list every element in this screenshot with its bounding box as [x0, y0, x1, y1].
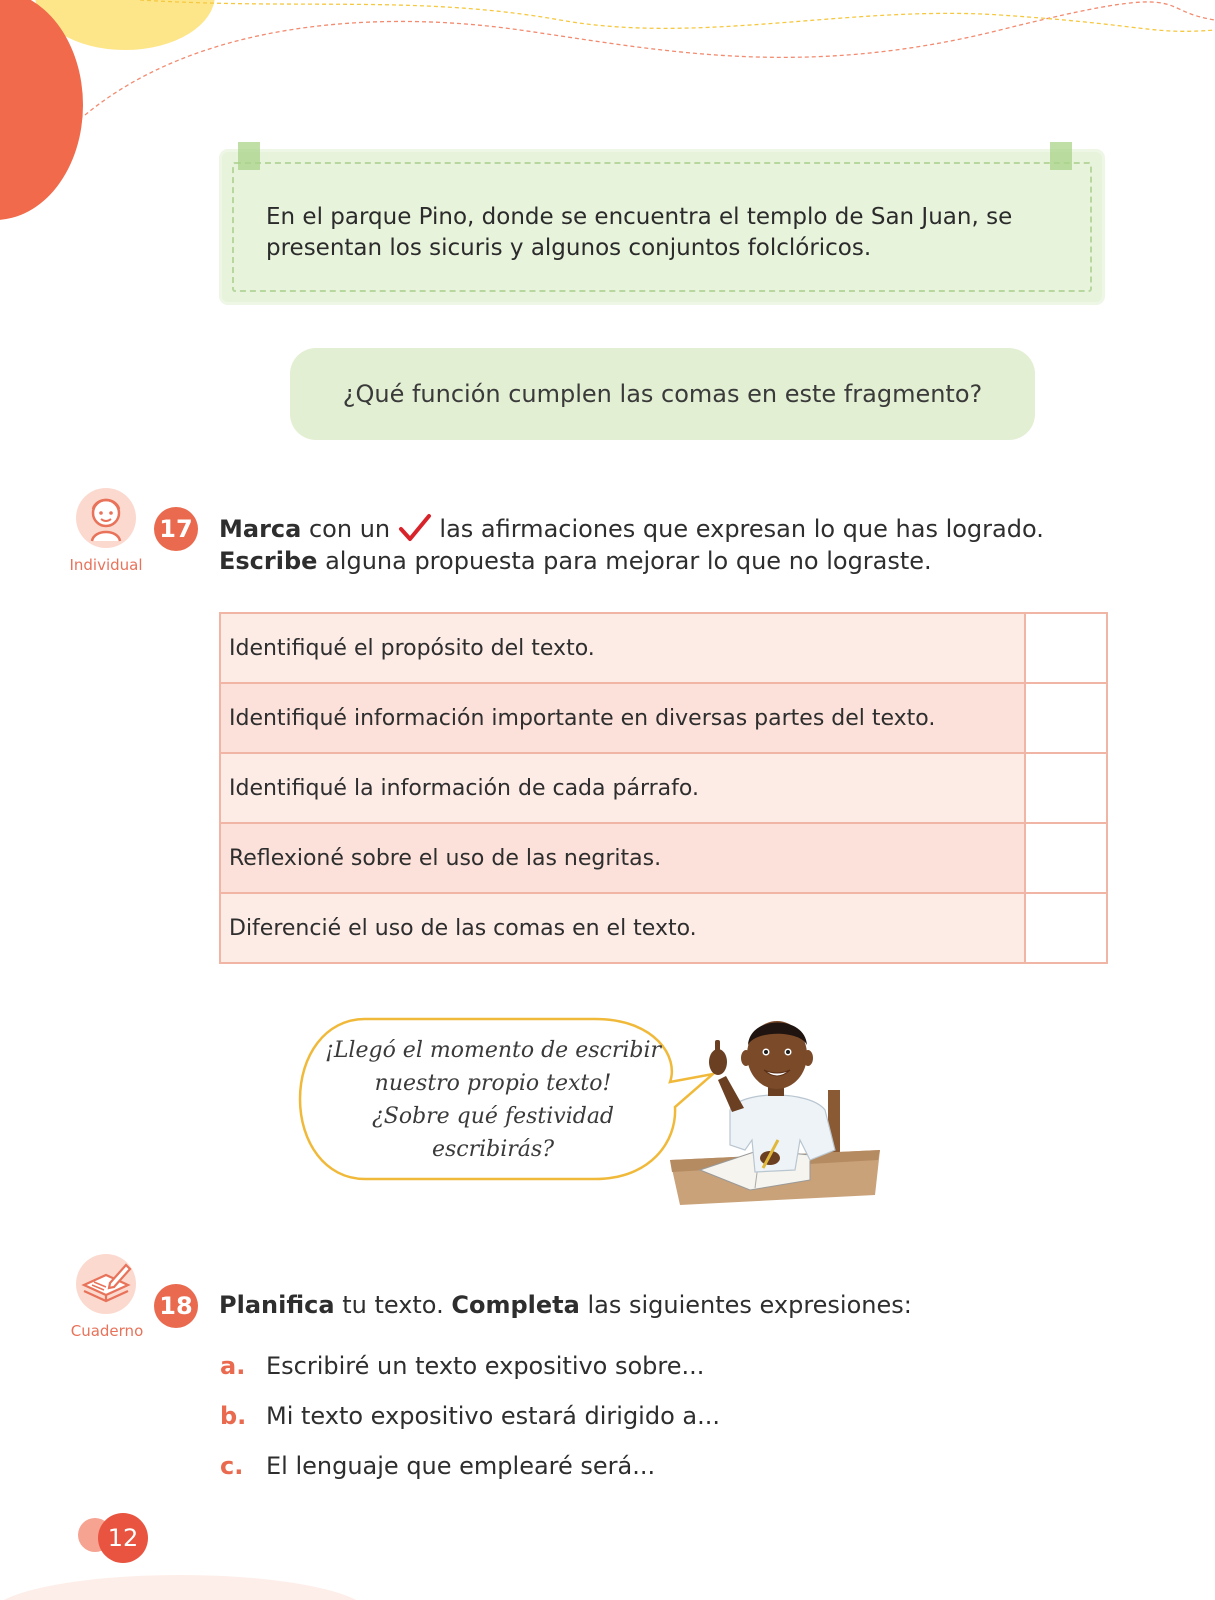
bubble-line: escribirás?: [431, 1137, 555, 1162]
list-item: [220, 1352, 704, 1380]
check-cell[interactable]: [1025, 683, 1107, 753]
table-row: [220, 823, 1107, 893]
instruction-text: tu texto.: [342, 1291, 444, 1319]
table-row: [220, 893, 1107, 963]
instruction-text: alguna propuesta para mejorar lo que no lograste.: [325, 547, 932, 575]
bubble-line: ¡Llegó el momento de escribir: [324, 1038, 662, 1063]
check-cell[interactable]: [1025, 613, 1107, 683]
list-item: [220, 1402, 720, 1430]
instruction-bold-marca: Marca: [219, 515, 302, 543]
statement-cell: Identifiqué el propósito del texto.: [220, 613, 1025, 683]
table-row: [220, 613, 1107, 683]
notebook-pencil-icon: [76, 1254, 136, 1314]
activity-number-17: 17: [154, 507, 198, 551]
tape-right: [1050, 142, 1072, 170]
bottom-decoration: [0, 1560, 400, 1600]
fragment-note: [222, 152, 1102, 302]
statement-cell: Diferencié el uso de las comas en el texto.: [220, 893, 1025, 963]
list-text: Mi texto expositivo estará dirigido a...: [266, 1402, 720, 1430]
statement-cell: Identifiqué información importante en diversas partes del texto.: [220, 683, 1025, 753]
checkmark-icon: [398, 513, 432, 543]
question-pill: ¿Qué función cumplen las comas en este fragmento?: [290, 348, 1035, 440]
speech-bubble-text: [318, 1034, 668, 1166]
mode-label-individual: Individual: [69, 556, 143, 574]
note-text: En el parque Pino, donde se encuentra el templo de San Juan, se presentan los sicuris y algunos conjuntos folclóricos.: [266, 204, 1013, 261]
activity18-instructions: [219, 1289, 1109, 1321]
check-cell[interactable]: [1025, 753, 1107, 823]
instruction-bold-completa: Completa: [451, 1291, 580, 1319]
mode-label-cuaderno: Cuaderno: [70, 1322, 144, 1340]
table-row: [220, 753, 1107, 823]
list-text: El lenguaje que emplearé será...: [266, 1452, 656, 1480]
check-cell[interactable]: [1025, 823, 1107, 893]
list-item: [220, 1452, 655, 1480]
student-icon: [76, 488, 136, 548]
instruction-text: las afirmaciones que expresan lo que has logrado.: [439, 515, 1044, 543]
statement-cell: Identifiqué la información de cada párrafo.: [220, 753, 1025, 823]
bubble-line: nuestro propio texto!: [374, 1071, 612, 1096]
instruction-text: con un: [308, 515, 391, 543]
instruction-bold-planifica: Planifica: [219, 1291, 335, 1319]
activity17-instructions: [219, 513, 1109, 577]
instruction-line-2: [219, 545, 1109, 577]
bubble-line: ¿Sobre qué festividad: [371, 1104, 615, 1129]
activity-number-18: 18: [154, 1284, 198, 1328]
instruction-text: las siguientes expresiones:: [587, 1291, 912, 1319]
list-letter: a.: [220, 1352, 246, 1380]
page-number: 12: [98, 1513, 148, 1563]
instruction-bold-escribe: Escribe: [219, 547, 318, 575]
list-letter: b.: [220, 1402, 247, 1430]
tape-left: [238, 142, 260, 170]
statement-cell: Reflexioné sobre el uso de las negritas.: [220, 823, 1025, 893]
self-assessment-table: [219, 612, 1108, 964]
list-letter: c.: [220, 1452, 244, 1480]
table-row: [220, 683, 1107, 753]
instruction-line-1: [219, 513, 1109, 545]
boy-writing-illustration: [660, 1000, 890, 1215]
check-cell[interactable]: [1025, 893, 1107, 963]
list-text: Escribiré un texto expositivo sobre...: [266, 1352, 705, 1380]
